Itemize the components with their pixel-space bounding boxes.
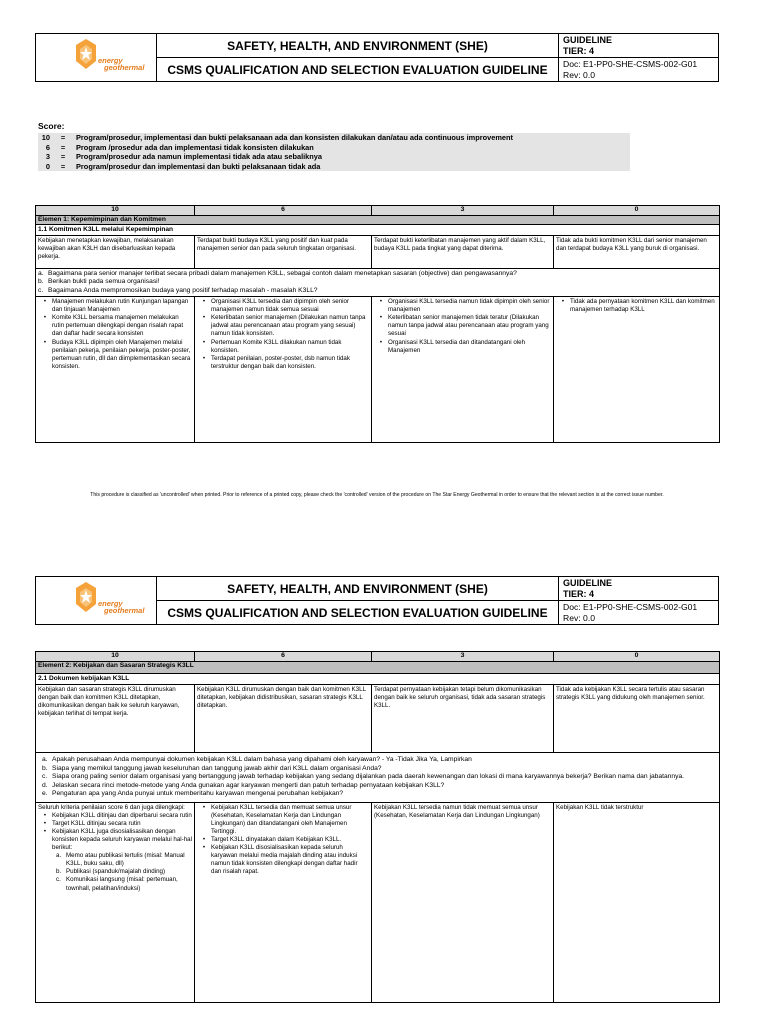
question-item: b. Siapa yang memikul tanggung jawab keseluruhan dan tanggung jawab akhir dari K3LL dalam organisasi Anda? <box>42 764 382 772</box>
evidence-item: • Kebijakan K3LL ditinjau dan diperbarui secara rutin <box>43 811 192 819</box>
evidence-item: • Manajemen melakukan rutin Kunjungan lapangan dan tinjauan Manajemen <box>43 298 189 314</box>
score-title: Score: <box>38 121 65 131</box>
star-energy-logo-icon <box>72 37 162 79</box>
criteria-6: Kebijakan K3LL dirumuskan dengan baik dan komitmen K3LL ditetapkan, kebijakan didistribusikan, sasaran strategis K3LL ditetapkan. <box>195 685 372 753</box>
svg-text:geothermal: geothermal <box>104 63 145 72</box>
score-header-6: 6 <box>195 652 372 662</box>
evidence-3: Kebijakan K3LL tersedia namun tidak memuat semua unsur (Kesehatan, Keselamatan Kerja dan Lindungan Lingkungan) <box>372 802 554 1002</box>
evidence-item: • Budaya K3LL dipimpin oleh Manajemen melalui penilaian pekerja, penilaian pekerja, poster-poster, pertemuan rutin, dll dan diimplementasikan secara konsisten. <box>43 338 191 370</box>
evidence-item: • Kebijakan K3LL juga disosialisasikan dengan konsisten kepada seluruh karyawan melalui hal-hal berikut: <box>43 827 192 852</box>
question-item: a. Bagaimana para senior manajer terlibat secara pribadi dalam manajemen K3LL, sebagai contoh dalam menetapkan sasaran (objective) dan pengawasannya? <box>38 270 517 278</box>
star-energy-logo-icon <box>72 580 162 622</box>
evidence-subitem: c. Komunikasi langsung (misal: pertemuan, townhall, pelatihan/induksi) <box>56 876 178 892</box>
score-header-6: 6 <box>195 206 372 216</box>
evidence-item: • Komite K3LL bersama manajemen melakukan rutin pertemuan dilengkapi dengan risalah rapat dan daftar hadir secara konsisten <box>43 314 184 338</box>
element2-title: Element 2: Kebijakan dan Sasaran Strategis K3LL <box>36 662 720 674</box>
element1-subsection: 1.1 Komitmen K3LL melalui Kepemimpinan <box>36 225 720 236</box>
evidence-item: • Organisasi K3LL tersedia dan ditandatangani oleh Manajemen <box>379 338 526 354</box>
question-item: d. Jelaskan secara rinci metode-metode yang Anda gunakan agar karyawan mengerti dan patuh terhadap pernyataan kebijakan K3LL? <box>42 781 445 789</box>
uncontrolled-copy-notice: This procedure is classified as 'uncontrolled' when printed. Prior to reference of a printed copy, please check the 'controlled' version of the procedure on The Star Energy Geothermal in order to ensure that the relevant section is at the correct issue number. <box>90 492 664 498</box>
guideline-label: GUIDELINE <box>563 34 613 45</box>
document-title-top: SAFETY, HEALTH, AND ENVIRONMENT (SHE) <box>157 34 559 58</box>
svg-text:geothermal: geothermal <box>104 606 145 615</box>
evidence-item: • Target K3LL dinyatakan dalam Kebijakan K3LL. <box>202 835 342 843</box>
evidence-item: • Keterlibatan senior manajemen (Dilakukan namun tanpa jadwal atau perencanaan atau program yang sesuai) namun tidak konsisten. <box>202 314 366 338</box>
evidence-3 <box>372 297 554 443</box>
criteria-6: Terdapat bukti budaya K3LL yang positif dan kuat pada manajemen senior dan pada seluruh tingkatan organisasi. <box>195 236 372 269</box>
evidence-item: • Target K3LL ditinjau secara rutin <box>43 819 141 827</box>
question-item: b. Berikan bukti pada semua organisasi! <box>38 278 160 286</box>
criteria-3: Terdapat pernyataan kebijakan tetapi belum dikomunikasikan dengan baik ke seluruh organisasi, tidak ada sasaran strategis K3LL. <box>372 685 554 753</box>
document-title-top: SAFETY, HEALTH, AND ENVIRONMENT (SHE) <box>157 577 559 601</box>
score-legend <box>38 121 630 171</box>
score-header-0: 0 <box>554 206 720 216</box>
score-row: 6 = Program /prosedur ada dan implementasi tidak konsisten dilakukan <box>38 143 630 153</box>
element2-table <box>35 651 720 1003</box>
element1-questions <box>36 269 720 297</box>
evidence-0 <box>554 297 720 443</box>
evidence-item: • Tidak ada pernyataan komitmen K3LL dan komitmen manajemen terhadap K3LL <box>561 298 715 314</box>
element1-title: Elemen 1: Kepemimpinan dan Komitmen <box>36 216 720 225</box>
evidence-item: • Organisasi K3LL tersedia namun tidak dipimpin oleh senior manajemen <box>379 298 550 314</box>
score-header-3: 3 <box>372 652 554 662</box>
criteria-0: Tidak ada bukti komitmen K3LL dari senior manajemen dan terdapat budaya K3LL yang buruk di organisasi. <box>554 236 720 269</box>
score-row: 10 = Program/prosedur, implementasi dan bukti pelaksanaan ada dan konsisten dilakukan dan/atau ada continuous improvement <box>38 133 630 143</box>
svg-text:energy: energy <box>98 599 123 608</box>
evidence-0: Kebijakan K3LL tidak terstruktur <box>554 802 720 1002</box>
header-table-page2 <box>35 576 719 625</box>
guideline-label: GUIDELINE <box>563 577 613 588</box>
evidence-10 <box>36 297 195 443</box>
header-table-page1 <box>35 33 719 82</box>
evidence-item: • Kebijakan K3LL disosialisasikan kepada seluruh karyawan melalui media majalah dinding atau induksi namun tidak konsisten dilengkapi dengan daftar hadir dan risalah rapat. <box>202 844 358 876</box>
evidence-subitem: b. Publikasi (spanduk/majalah dinding) <box>56 868 166 876</box>
evidence-item: • Terdapat penilaian, poster-poster, dsb namun tidak terstruktur dengan baik dan konsisten. <box>202 354 350 370</box>
evidence-item: • Kebijakan K3LL tersedia dan memuat semua unsur (Kesehatan, Keselamatan Kerja dan Lindungan Lingkungan) dan ditandatangani oleh Manajemen Tertinggi. <box>202 803 352 835</box>
revision-number: Rev: 0.0 <box>563 69 596 80</box>
criteria-0: Tidak ada kebijakan K3LL secara tertulis atau sasaran strategis K3LL yang didukung oleh manajemen senior. <box>554 685 720 753</box>
company-logo <box>36 34 157 82</box>
criteria-3: Terdapat bukti keterlibatan manajemen yang aktif dalam K3LL, budaya K3LL pada tingkat yang dapat diterima. <box>372 236 554 269</box>
question-item: e. Pengaturan apa yang Anda punyai untuk memberitahu karyawan mengenai perubahan kebijakan? <box>42 790 344 798</box>
question-item: c. Bagaimana Anda mempromosikan budaya yang positif terhadap masalah - masalah K3LL? <box>38 286 318 294</box>
score-row: 3 = Program/prosedur ada namun implementasi tidak ada atau sebaliknya <box>38 152 630 162</box>
evidence-item: • Organisasi K3LL tersedia dan dipimpin oleh senior manajemen namun tidak semua sesuai <box>202 298 350 314</box>
score-header-10: 10 <box>36 206 195 216</box>
svg-text:energy: energy <box>98 56 123 65</box>
revision-number: Rev: 0.0 <box>563 612 596 623</box>
company-logo <box>36 577 157 625</box>
evidence-6 <box>195 802 372 1002</box>
evidence-6 <box>195 297 372 443</box>
doc-number: Doc: E1-PP0-SHE-CSMS-002-G01 <box>563 58 698 69</box>
doc-number: Doc: E1-PP0-SHE-CSMS-002-G01 <box>563 601 698 612</box>
document-title-bottom: CSMS QUALIFICATION AND SELECTION EVALUATION GUIDELINE <box>157 58 559 82</box>
evidence-item: • Keterlibatan senior manajemen tidak teratur (Dilakukan namun tanpa jadwal atau perencanaan atau program yang sesuai <box>379 314 549 338</box>
element1-table <box>35 205 720 443</box>
question-item: a. Apakah perusahaan Anda mempunyai dokumen kebijakan K3LL dalam bahasa yang dipahami oleh karyawan? - Ya -Tidak Jika Ya, Lampirkan <box>42 756 472 764</box>
score-header-10: 10 <box>36 652 195 662</box>
question-item: c. Siapa orang paling senior dalam organisasi yang bertanggung jawab terhadap kebijakan yang sedang dijalankan pada daerah kewenangan dan lokasi di mana karyawannya bekerja? Berikan nama dan jabatannya. <box>42 773 685 781</box>
element2-questions <box>36 753 720 803</box>
tier-label: TIER: 4 <box>563 45 595 56</box>
evidence-item: • Pertemuan Komite K3LL dilakukan namun tidak konsisten. <box>202 338 342 354</box>
evidence-subitem: a. Memo atau publikasi tertulis (misal: Manual K3LL, buku saku, dll) <box>56 852 185 868</box>
evidence-intro: Seluruh kriteria penilaian score 6 dan juga dilengkapi: <box>38 803 185 811</box>
document-title-bottom: CSMS QUALIFICATION AND SELECTION EVALUATION GUIDELINE <box>157 601 559 625</box>
criteria-10: Kebijakan menetapkan kewajiban, melaksanakan kewajiban akan K3LH dan disebarluaskan kepada pekerja. <box>36 236 195 269</box>
criteria-10: Kebijakan dan sasaran strategis K3LL dirumuskan dengan baik dan komitmen K3LL ditetapkan, dikomunikasikan dengan baik ke seluruh karyawan, kebijakan terlihat di tempat kerja. <box>36 685 195 753</box>
tier-label: TIER: 4 <box>563 588 595 599</box>
score-row: 0 = Program/prosedur dan implementasi dan bukti pelaksanaan tidak ada <box>38 162 630 172</box>
evidence-10 <box>36 802 195 1002</box>
element2-subsection: 2.1 Dokumen kebijakan K3LL <box>36 674 720 685</box>
score-header-0: 0 <box>554 652 720 662</box>
score-header-3: 3 <box>372 206 554 216</box>
